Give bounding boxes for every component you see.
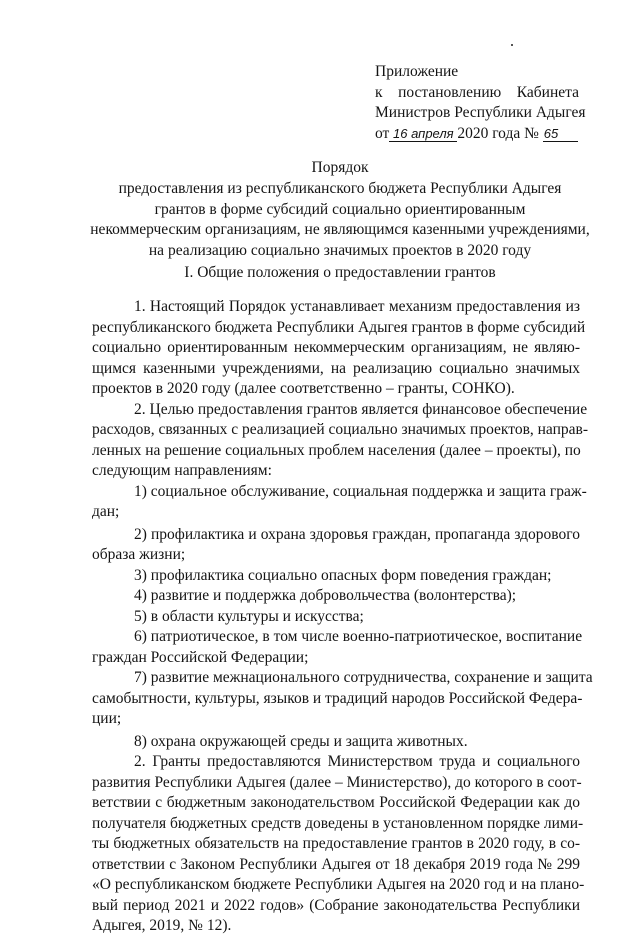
- document-title: [90, 158, 590, 262]
- body-line: расходов, связанных с реализацией социально значимых проектов, направ-: [92, 421, 589, 438]
- body-line: ты бюджетных обязательств на предоставление грантов в 2020 году, в со-: [92, 835, 580, 852]
- appendix-resolution-line: к постановлению Кабинета: [375, 83, 579, 101]
- body-line: ветствии с бюджетным законодательством Российской Федерации как до: [92, 794, 580, 811]
- body-line: 2) профилактика и охрана здоровья граждан, пропаганда здорового: [134, 525, 580, 543]
- body-line: ленных на решение социальных проблем населения (далее – проекты), по: [92, 441, 581, 459]
- title-line-5: на реализацию социально значимых проектов в 2020 году: [148, 242, 532, 260]
- body-line: 2. Гранты предоставляются Министерством труда и социального: [134, 753, 580, 770]
- body-line: вый период 2021 и 2022 годов» (Собрание законодательства Республики: [92, 896, 580, 914]
- body-line: республиканского бюджета Республики Адыгея грантов в форме субсидий: [92, 318, 586, 336]
- body-line: получателя бюджетных средств доведены в установленном порядке лими-: [92, 814, 584, 832]
- body-line: щимся казенными учреждениями, на реализацию социально значимых: [92, 359, 580, 377]
- body-line: 6) патриотическое, в том числе военно-патриотическое, воспитание: [134, 628, 583, 645]
- body-line: 3) профилактика социально опасных форм поведения граждан;: [134, 566, 552, 584]
- body-line: самобытности, культуры, языков и традиций народов Российской Федера-: [92, 689, 583, 707]
- title-line-3: грантов в форме субсидий социально ориентированным: [154, 200, 526, 218]
- body-line: 2. Целью предоставления грантов является финансовое обеспечение: [134, 400, 588, 418]
- appendix-header: [375, 62, 586, 144]
- title-line-4: некоммерческим организациям, не являющимся казенными учреждениями,: [90, 221, 590, 239]
- date-middle: 2020 года №: [457, 124, 539, 142]
- appendix-date-line: [375, 124, 579, 145]
- scan-mark: [511, 44, 513, 46]
- body-line: 5) в области культуры и искусства;: [134, 607, 364, 625]
- body-line: 1) социальное обслуживание, социальная поддержка и защита граж-: [134, 482, 587, 500]
- appendix-ministers-line: Министров Республики Адыгея: [375, 104, 586, 121]
- body-line: 4) развитие и поддержка добровольчества (волонтерства);: [134, 587, 517, 604]
- section-heading: I. Общие положения о предоставлении грантов: [184, 264, 496, 281]
- body-text: [92, 297, 593, 937]
- body-line: ции;: [92, 710, 122, 727]
- body-line: 8) охрана окружающей среды и защита животных.: [134, 732, 468, 750]
- title-line-2: предоставления из республиканского бюджета Республики Адыгея: [118, 179, 562, 197]
- body-line: проектов в 2020 году (далее соответственно – гранты, СОНКО).: [92, 380, 515, 397]
- body-line: 7) развитие межнационального сотрудничества, сохранение и защита: [134, 669, 593, 686]
- body-line: развития Республики Адыгея (далее – Министерство), до которого в соот-: [92, 773, 582, 791]
- body-line: Адыгея, 2019, № 12).: [92, 917, 232, 934]
- body-line: 1. Настоящий Порядок устанавливает механизм предоставления из: [134, 298, 580, 315]
- date-filled: 16 апреля: [389, 126, 457, 142]
- body-line: социально ориентированным некоммерческим организациям, не являю-: [92, 339, 580, 356]
- title-line-1: Порядок: [311, 159, 369, 176]
- body-line: дан;: [92, 503, 120, 520]
- date-prefix: от: [375, 124, 390, 142]
- body-line: граждан Российской Федерации;: [92, 648, 309, 666]
- body-line: образа жизни;: [92, 546, 186, 563]
- body-line: следующим направлениям:: [92, 462, 272, 479]
- number-filled: 65: [543, 126, 578, 142]
- body-line: ответствии с Законом Республики Адыгея от 18 декабря 2019 года № 299: [92, 855, 580, 873]
- body-line: «О республиканском бюджете Республики Адыгея на 2020 год и на плано-: [92, 876, 585, 893]
- appendix-title: Приложение: [375, 63, 459, 80]
